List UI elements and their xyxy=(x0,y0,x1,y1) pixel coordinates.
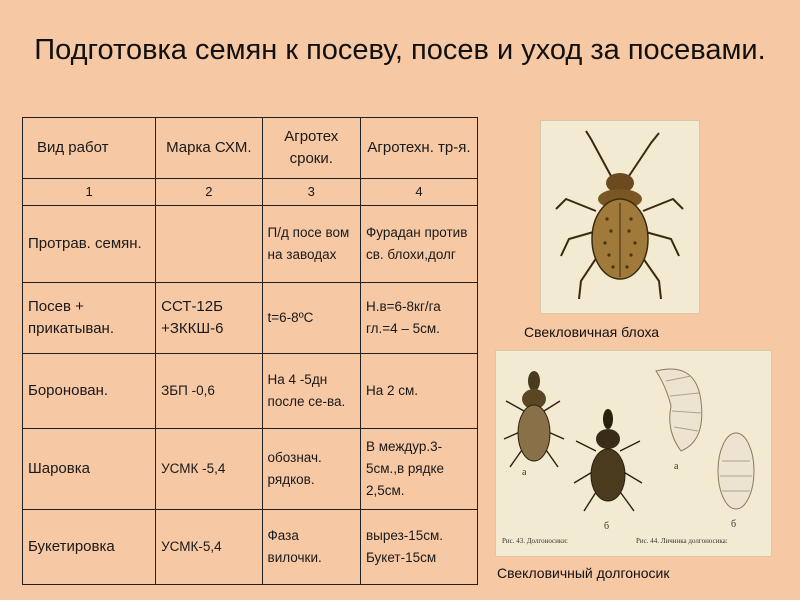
weevil-icon xyxy=(496,351,771,556)
table-cell: Н.в=6-8кг/га гл.=4 – 5см. xyxy=(360,283,477,354)
table-cell: ССТ-12Б +ЗККШ-6 xyxy=(156,283,262,354)
table-cell: УСМК-5,4 xyxy=(156,510,262,585)
beet-weevil-image xyxy=(495,350,772,557)
number-cell: 2 xyxy=(156,179,262,206)
table-cell: вырез-15см. Букет-15см xyxy=(360,510,477,585)
number-cell: 4 xyxy=(360,179,477,206)
table-cell: На 2 см. xyxy=(360,354,477,429)
beet-weevil-caption: Свекловичный долгоносик xyxy=(497,565,670,581)
table-cell: УСМК -5,4 xyxy=(156,429,262,510)
number-cell: 1 xyxy=(23,179,156,206)
table-cell: Протрав. семян. xyxy=(23,206,156,283)
plate-label-2: Рис. 44. Личинка долгоносика: xyxy=(636,537,728,545)
table-cell: На 4 -5дн после се-ва. xyxy=(262,354,360,429)
table-row xyxy=(23,206,478,283)
header-cell: Вид работ xyxy=(23,118,156,179)
table-cell: Букетировка xyxy=(23,510,156,585)
table-row xyxy=(23,283,478,354)
table-cell: В междур.3-5см.,в рядке 2,5см. xyxy=(360,429,477,510)
beetle-icon xyxy=(541,121,699,313)
table-cell: Шаровка xyxy=(23,429,156,510)
slide-title: Подготовка семян к посеву, посев и уход за посевами. xyxy=(34,34,766,66)
table-cell: Фурадан против св. блохи,долг xyxy=(360,206,477,283)
table-number-row xyxy=(23,179,478,206)
label-a-2: а xyxy=(674,461,679,472)
beet-flea-caption: Свекловичная блоха xyxy=(524,324,660,340)
label-b-2: б xyxy=(731,519,737,530)
beet-flea-image xyxy=(540,120,700,314)
table-cell: t=6-8ºС xyxy=(262,283,360,354)
header-cell: Агротехн. тр-я. xyxy=(360,118,477,179)
table-row xyxy=(23,510,478,585)
label-a-1: а xyxy=(522,467,527,478)
label-b-1: б xyxy=(604,521,610,532)
plate-label-1: Рис. 43. Долгоносики: xyxy=(502,537,568,545)
header-cell: Агротех сроки. xyxy=(262,118,360,179)
table-cell: ЗБП -0,6 xyxy=(156,354,262,429)
table-cell: П/д посе вом на заводах xyxy=(262,206,360,283)
table-row xyxy=(23,354,478,429)
table-cell: Фаза вилочки. xyxy=(262,510,360,585)
number-cell: 3 xyxy=(262,179,360,206)
table-cell: Боронован. xyxy=(23,354,156,429)
table-row xyxy=(23,429,478,510)
table-header-row xyxy=(23,118,478,179)
works-table xyxy=(22,117,478,585)
header-cell: Марка СХМ. xyxy=(156,118,262,179)
table-cell: обознач. рядков. xyxy=(262,429,360,510)
table-cell xyxy=(156,206,262,283)
table-cell: Посев + прикатыван. xyxy=(23,283,156,354)
